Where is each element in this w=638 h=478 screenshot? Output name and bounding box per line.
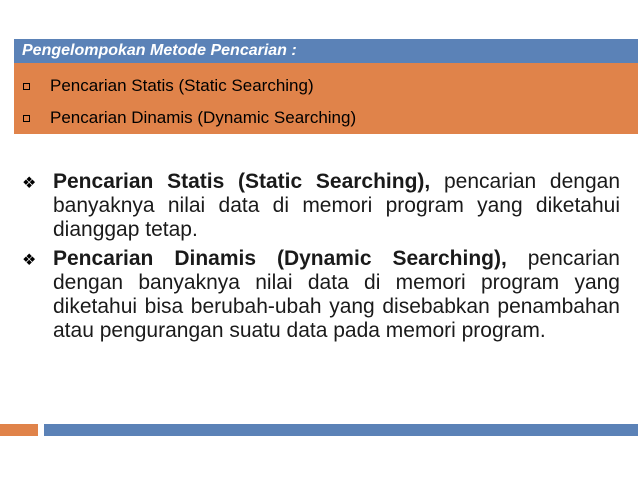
group-item-static	[22, 76, 314, 96]
group-item-dynamic	[22, 108, 356, 128]
definition-static	[22, 170, 620, 243]
definitions-list	[22, 170, 620, 347]
diamond-bullet-icon: ❖	[22, 251, 37, 269]
definition-text: pencarian dengan banyaknya nilai data di memori program yang diketahui bisa berubah-ubah yang disebabkan penambahan atau pengurangan suatu data pada memori program.	[53, 246, 620, 343]
divider-accent-left	[0, 424, 38, 436]
group-item-label: Pencarian Dinamis (Dynamic Searching)	[50, 108, 357, 127]
diamond-bullet-icon: ❖	[22, 175, 37, 192]
square-bullet-icon	[23, 83, 30, 90]
group-item-label: Pencarian Statis (Static Searching)	[50, 76, 314, 95]
slide-heading: Pengelompokan Metode Pencarian :	[22, 42, 297, 59]
definition-dynamic	[22, 247, 620, 344]
square-bullet-icon	[23, 115, 30, 122]
divider-accent-right	[44, 424, 638, 436]
definition-text: pencarian dengan banyaknya nilai data di memori program yang diketahui dianggap tetap.	[53, 170, 620, 242]
definition-term: Pencarian Dinamis (Dynamic Searching),	[53, 246, 507, 270]
definition-term: Pencarian Statis (Static Searching),	[53, 170, 431, 193]
